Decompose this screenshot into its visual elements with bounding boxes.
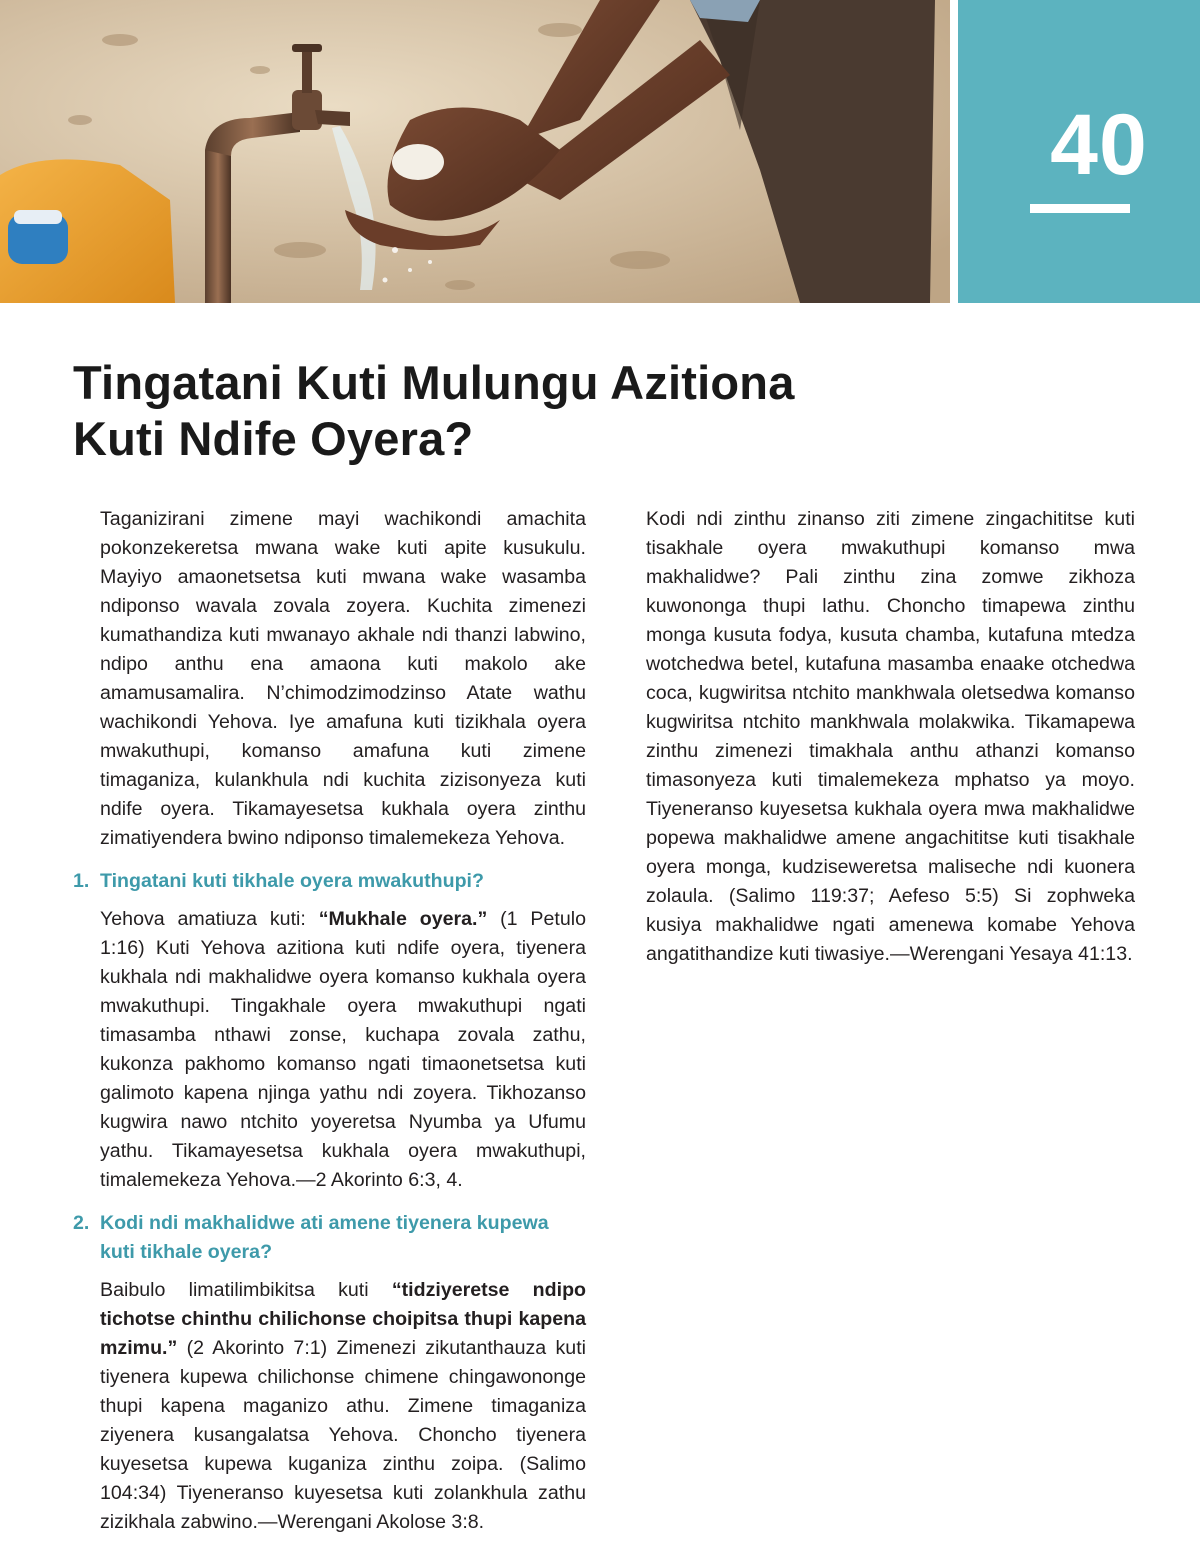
answer-1-paragraph [100,905,586,1195]
lesson-number: 40 [1050,97,1148,193]
answer-2-lead: Baibulo limatilimbikitsa kuti [100,1279,392,1301]
header-photo-hand-washing [0,0,950,303]
left-column [73,505,587,1548]
right-column [646,505,1135,980]
question-1-number: 1. [73,870,90,892]
answer-1-body: (1 Petulo 1:16) Kuti Yehova azitiona kuti ndife oyera, tiyenera kukhala ndi makhalidwe oyera komanso kukhala oyera mwakuthupi. Tingakhale oyera mwakuthupi ngati timasamba nthawi zonse, kuchapa zovala zathu, kukonza pakhomo komanso ngati timaonetsetsa kuti galimoto kapena njinga yathu ndi zoyera. Tikhozanso kugwira nawo ntchito yoyeretsa Nyumba ya Ufumu yathu. Tikamayesetsa kukhala oyera mwakuthupi, timalemekeza Yehova.—2 Akorinto 6:3, 4. [100,908,586,1191]
answer-2-paragraph-continued: Kodi ndi zinthu zinanso ziti zimene zingachititse kuti tisakhale oyera mwakuthupi komanso mwa makhalidwe? Pali zinthu zina zomwe zikhoza kuwononga thupi lathu. Choncho timapewa zinthu monga kusuta fodya, kusuta chamba, kutafuna mtedza wotchedwa betel, kutafuna masamba enaake otchedwa coca, kugwiritsa ntchito mankhwala oletsedwa komanso kugwiritsa ntchito mankhwala molakwika. Tikamapewa zinthu zimenezi timakhala anthu athanzi komanso timasonyeza kuti timalemekeza mphatso ya moyo. Tiyeneranso kuyesetsa kukhala oyera mwa makhalidwe popewa makhalidwe amene angachititse kuti tisakhale oyera monga, kudziseweretsa maliseche ndi kuonera zolaula. (Salimo 119:37; Aefeso 5:5) Si zophweka kusiya makhalidwe ngati amenewa komabe Yehova angatithandize kuti tiwasiye.—Werengani Yesaya 41:13. [646,508,1135,965]
answer-1-quote: “Mukhale oyera.” [318,908,488,930]
lesson-number-box [958,0,1200,303]
question-1-text: Tingatani kuti tikhale oyera mwakuthupi? [100,870,484,892]
question-2-heading [73,1209,586,1267]
page-title-line-1: Tingatani Kuti Mulungu Azitiona [73,356,795,409]
intro-paragraph: Taganizirani zimene mayi wachikondi amachita pokonzekeretsa mwana wake kuti apite kusukulu. Mayiyo amaonetsetsa kuti mwana wake wasamba ndiponso wavala zovala zoyera. Kuchita zimenezi kumathandiza kuti mwanayo akhale ndi thanzi labwino, ndipo anthu ena amaona kuti makolo ake amamusamalira. N’chimodzimodzinso Atate wathu wachikondi Yehova. Iye amafuna kuti tizikhala oyera mwakuthupi, komanso amafuna kuti zimene timaganiza, kulankhula ndi kuchita zizisonyeza kuti ndife oyera. Tikamayesetsa kukhala oyera zinthu zimatiyendera bwino ndiponso timalemekeza Yehova. [100,508,586,849]
answer-1-lead: Yehova amatiuza kuti: [100,908,319,930]
question-2-number: 2. [73,1212,90,1234]
answer-2-paragraph [100,1276,586,1537]
page-title-line-2: Kuti Ndife Oyera? [73,412,474,465]
question-2-text: Kodi ndi makhalidwe ati amene tiyenera kupewa kuti tikhale oyera? [100,1212,549,1263]
page-title [73,355,1073,467]
question-1-heading [73,867,586,896]
lesson-number-underline [1030,204,1130,213]
answer-2-body: (2 Akorinto 7:1) Zimenezi zikutanthauza kuti tiyenera kupewa chilichonse chimene chingawononge thupi kapena maganizo athu. Zimene timaganiza ziyenera kusangalatsa Yehova. Choncho tiyenera kuyesetsa kupewa kuganiza zinthu zoipa. (Salimo 104:34) Tiyeneranso kuyesetsa kuti zolankhula zathu zizikhala zabwino.—Werengani Akolose 3:8. [100,1337,586,1533]
answer-2-quote: “tidziyeretse ndipo tichotse chinthu chilichonse choipitsa thupi kapena mzimu.” [100,1279,587,1359]
hand-washing-illustration [0,0,950,303]
